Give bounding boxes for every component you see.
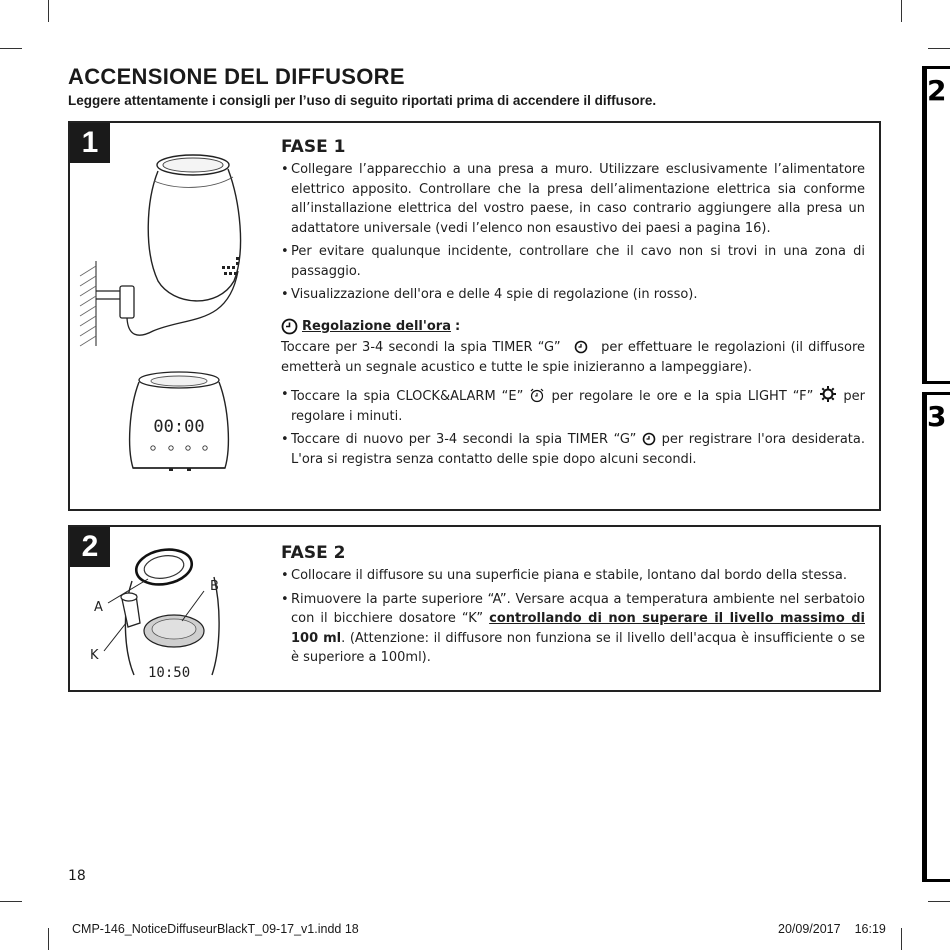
display-time-text: 10:50 (148, 665, 191, 677)
step-2-box (68, 525, 881, 692)
section-tab-2 (922, 66, 950, 384)
step-badge: 1 (70, 123, 110, 163)
bullet-text: • Collocare il diffusore su una superficie piana e stabile, lontano dal bordo della stessa. (281, 566, 865, 586)
clock-heading-colon: : (454, 318, 461, 334)
diffuser-display-illustration (125, 368, 235, 478)
phase-title: FASE 2 (281, 543, 346, 563)
crop-mark (901, 928, 902, 950)
bullet-part: . (Attenzione: il diffusore non funziona se il livello dell'acqua è insufficiente o se è superiore a 100ml). (291, 630, 865, 665)
max-level: 100 ml (291, 630, 342, 646)
crop-mark (48, 0, 49, 22)
print-date: 20/09/2017 (778, 922, 841, 936)
bullet-text (281, 385, 865, 426)
label-k: K (90, 648, 99, 663)
bullet-part: per regolare i minuti. (291, 389, 865, 424)
bullet-part: per regolare le ore e la spia LIGHT “F” (551, 389, 814, 404)
bullet-part: per registrare l'ora desiderata. L'ora si registra senza contatto delle spie dopo alcuni secondi. (291, 432, 865, 467)
crop-mark (901, 0, 902, 22)
step-badge: 2 (70, 527, 110, 567)
crop-mark (48, 928, 49, 950)
step-2-text (281, 543, 865, 672)
clock-setting-heading (281, 317, 865, 337)
timer-icon (642, 432, 656, 446)
bullet-part: Toccare di nuovo per 3-4 secondi la spia TIMER “G” (291, 432, 637, 447)
clock-instructions (281, 338, 865, 377)
section-tab-number: 2 (927, 74, 947, 107)
bullet-text (281, 430, 865, 469)
diffuser-plugged-illustration (78, 141, 268, 351)
crop-mark (928, 901, 950, 902)
display-time-text: 00:00 (153, 417, 205, 437)
bullet-part: Rimuovere la parte superiore “A”. Versare acqua a temperatura ambiente nel serbatoio con il bicchiere dosatore “K” (291, 591, 865, 626)
clock-icon (281, 318, 298, 335)
step-1-text (281, 137, 865, 473)
bullet-part: Toccare la spia CLOCK&ALARM “E” (291, 389, 524, 404)
diffuser-filling-illustration (84, 541, 234, 677)
label-b: B (210, 579, 219, 594)
page-subtitle: Leggere attentamente i consigli per l’uso di seguito riportati prima di accendere il diffusore. (68, 93, 657, 108)
timer-icon (566, 340, 596, 354)
section-tab-3 (922, 392, 950, 882)
print-time: 16:19 (854, 922, 886, 936)
file-info: CMP-146_NoticeDiffuseurBlackT_09-17_v1.indd 18 (72, 922, 359, 936)
warning-underlined: controllando di non superare il livello massimo di (489, 611, 865, 626)
print-timestamp (778, 922, 886, 936)
bullet-text: • Collegare l’apparecchio a una presa a muro. Utilizzare esclusivamente l’alimentatore elettrico apposito. Controllare che la presa dell’alimentazione elettrica sia conforme all’installazione elettrica del vostro paese, in caso contrario aggiungere alla presa un adattatore universale (vedi l’elenco non esaustivo dei paesi a pagina 16). (281, 160, 865, 238)
page-title: ACCENSIONE DEL DIFFUSORE (68, 64, 405, 89)
page-number: 18 (68, 868, 86, 884)
crop-mark (0, 48, 22, 49)
phase-title: FASE 1 (281, 137, 346, 157)
bullet-text: • Per evitare qualunque incidente, controllare che il cavo non si trovi in una zona di passaggio. (281, 242, 865, 281)
section-tab-number: 3 (927, 400, 947, 433)
alarm-icon (529, 387, 545, 403)
light-icon (819, 385, 837, 403)
label-a: A (94, 600, 103, 615)
bullet-text: • Visualizzazione dell'ora e delle 4 spie di regolazione (in rosso). (281, 285, 865, 305)
bullet-text (281, 590, 865, 668)
clock-text-a: Toccare per 3-4 secondi la spia TIMER “G” (281, 340, 561, 355)
crop-mark (0, 901, 22, 902)
clock-text-b: per effettuare le regolazioni (il diffusore emetterà un segnale acustico e tutte le spie inizieranno a lampeggiare). (281, 340, 866, 375)
clock-heading-label: Regolazione dell'ora (302, 318, 451, 334)
step-1-box (68, 121, 881, 511)
crop-mark (928, 48, 950, 49)
